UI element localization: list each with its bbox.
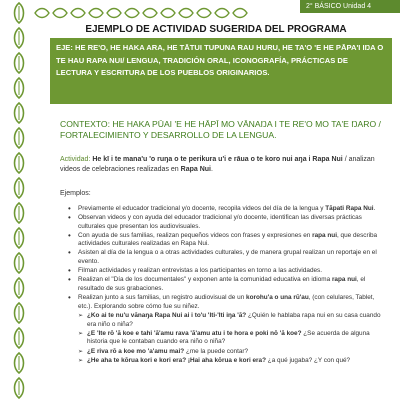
actividad-place: Rapa Nui [180,166,211,173]
leaf-ornament-icon [214,5,230,21]
actividad-spanish-text: / analizan videos de celebraciones realizadas en [60,156,375,173]
item-text: Previamente el educador tradicional y/o docente, recopila videos del día de la lengua y [78,205,326,212]
item-text: . [373,205,376,212]
question-spanish: ¿me la puede contar? [184,347,249,355]
page-title: EJEMPLO DE ACTIVIDAD SUGERIDA DEL PROGRAMA [85,24,347,35]
item-text: Realizan el "Día de los documentales" y exponen ante la comunidad educativa en idioma [78,276,332,284]
grade-unit-badge: 2° BÁSICO Unidad 4 [300,0,400,13]
leaf-ornament-icon [11,27,27,49]
item-bold: rapa nui [331,276,357,284]
leaf-ornament-icon [88,5,104,21]
leaf-ornament-icon [70,5,86,21]
top-decorative-border [34,4,264,22]
question-rapanui: ¿Ko ai te nu'u vānaŋa Rapa Nui ai i to'u 'Iti-'Iti iŋa 'ā? [87,312,247,320]
leaf-ornament-icon [11,177,27,199]
question-spanish: ¿Quién le hablaba rapa nui en su casa cuando era niño o niña? [87,312,381,328]
list-item [68,214,390,231]
item-text: Asisten al día de la lengua o a otras actividades culturales, y de manera grupal realizan un reportaje en el evento. [78,249,377,266]
leaf-ornament-icon [34,5,50,21]
leaf-ornament-icon [142,5,158,21]
leaf-ornament-icon [11,302,27,324]
leaf-ornament-icon [11,102,27,124]
examples-list [68,205,390,366]
leaf-ornament-icon [106,5,122,21]
leaf-ornament-icon [11,277,27,299]
actividad-rapanui-text: He kī i te mana'u 'o ruŋa o te perikura u'i e rāua o te koro nui aŋa i Rapa Nui [92,156,343,163]
question-spanish: ¿a qué jugaba? ¿Y con qué? [266,356,351,364]
list-item [68,267,390,276]
list-item [68,249,390,266]
leaf-ornament-icon [52,5,68,21]
question-item [78,312,390,329]
leaf-ornament-icon [178,5,194,21]
leaf-ornament-icon [11,202,27,224]
item-bold: Tāpati Rapa Nui [325,205,374,212]
list-item [68,276,390,293]
list-item [68,294,390,365]
question-rapanui: ¿He aha te kōrua kori e kori era? ¡Hai aha kōrua e kori era? [87,356,267,364]
ejemplos-label: Ejemplos: [60,190,91,197]
item-text: , que describa actividades culturales realizadas en Rapa Nui. [78,231,378,248]
item-text: Filman actividades y realizan entrevistas a los participantes en torno a las actividades. [78,267,323,275]
question-item [78,357,390,366]
leaf-ornament-icon [11,227,27,249]
question-spanish: ¿Se acuerda de alguna historia que le contaban cuando era niño o niña? [87,329,370,346]
actividad-label: Actividad: [60,156,91,163]
leaf-ornament-icon [124,5,140,21]
leaf-ornament-icon [11,77,27,99]
leaf-ornament-icon [11,2,27,24]
question-item [78,348,390,357]
item-bold: korohu'a o una rū'au [246,293,309,301]
item-text: , (con celulares, Tablet, etc.). Explorando sobre cómo fue su niñez. [78,293,375,310]
leaf-ornament-icon [11,377,27,399]
actividad-end: . [210,166,213,173]
leaf-ornament-icon [232,5,248,21]
item-bold: rapa nui [312,231,337,239]
item-text: Observan videos y con ayuda del educador tradicional y/o docente, identifican las diversas prácticas culturales que presentan los audiovisuales. [78,214,362,230]
question-list [78,312,390,365]
question-rapanui: ¿E riva rō a koe mo 'a'amu mai? [87,347,185,355]
leaf-ornament-icon [11,127,27,149]
list-item [68,232,390,249]
item-text: , el resultado de sus grabaciones. [78,276,366,292]
question-item [78,330,390,347]
actividad-paragraph [60,155,390,175]
leaf-ornament-icon [11,52,27,74]
item-text: Realizan junto a sus familias, un registro audiovisual de un [78,293,247,301]
question-rapanui: ¿E 'Ite rō 'ā koe e tahi 'ā'amu rava 'ā'amu atu i te hora e poki nō 'ā koe? [87,329,302,337]
leaf-ornament-icon [160,5,176,21]
eje-box: EJE: HE RE'O, HE HAKA ARA, HE TĀTUI TUPUNA RAU HURU, HE TA'O 'E HE PĀPA'I IŊA O TE HAU RAPA NUI/ LENGUA, TRADICIÓN ORAL, ICONOGRAFÍA, PRÁCTICAS DE LECTURA Y ESCRITURA DE LOS PUEBLOS ORIGINARIOS. [50,38,392,104]
leaf-ornament-icon [11,327,27,349]
leaf-ornament-icon [11,352,27,374]
left-decorative-border [6,0,32,400]
item-text: Con ayuda de sus familias, realizan pequeños videos con frases y expresiones en [78,231,313,239]
list-item [68,205,390,214]
leaf-ornament-icon [196,5,212,21]
leaf-ornament-icon [11,252,27,274]
leaf-ornament-icon [11,152,27,174]
contexto-heading: CONTEXTO: HE HAKA PŪAI 'E HE HĀPĪ MO VĀNAŊA I TE RE'O MO TA'E ŊARO / FORTALECIMIENTO Y DESARROLLO DE LA LENGUA. [60,119,381,140]
